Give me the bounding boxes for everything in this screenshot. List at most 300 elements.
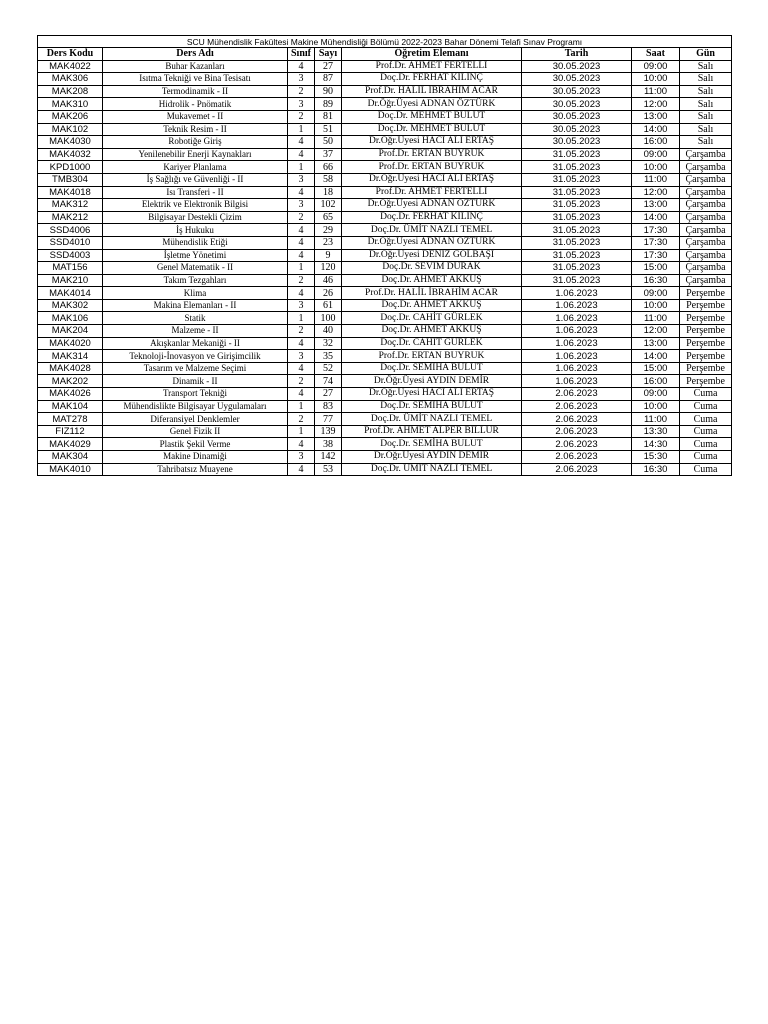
cell-instructor: Doç.Dr. CAHİT GÜRLEK: [342, 337, 522, 350]
cell-course-name: Yenilenebilir Enerji Kaynakları: [103, 148, 288, 161]
cell-instructor: Prof.Dr. AHMET ALPER BILLUR: [342, 425, 522, 438]
cell-course-name: Mühendislikte Bilgisayar Uygulamaları: [103, 400, 288, 413]
cell-date: 1.06.2023: [522, 350, 632, 363]
table-row: [38, 337, 732, 350]
cell-day: Çarşamba: [680, 148, 732, 161]
cell-day: Salı: [680, 60, 732, 73]
cell-instructor: Doç.Dr. MEHMET BULUT: [342, 110, 522, 123]
cell-count: 50: [315, 136, 342, 149]
cell-date: 30.05.2023: [522, 85, 632, 98]
cell-instructor: Dr.Öğr.Üyesi ADNAN ÖZTÜRK: [342, 236, 522, 249]
cell-course-name: Genel Fizik II: [103, 425, 288, 438]
cell-course-name: Termodinamik - II: [103, 85, 288, 98]
cell-instructor: Doç.Dr. SEMİHA BULUT: [342, 400, 522, 413]
header-day: Gün: [680, 48, 732, 61]
cell-day: Cuma: [680, 425, 732, 438]
cell-date: 2.06.2023: [522, 463, 632, 476]
cell-class: 4: [288, 249, 315, 262]
cell-count: 37: [315, 148, 342, 161]
table-row: [38, 85, 732, 98]
cell-time: 09:00: [632, 60, 680, 73]
cell-day: Perşembe: [680, 362, 732, 375]
cell-time: 09:00: [632, 287, 680, 300]
cell-instructor: Prof.Dr. ERTAN BUYRUK: [342, 148, 522, 161]
cell-instructor: Dr.Öğr.Üyesi HACI ALİ ERTAŞ: [342, 173, 522, 186]
table-title: SCU Mühendislik Fakültesi Makine Mühendisliği Bölümü 2022-2023 Bahar Dönemi Telafi Sınav Programı: [38, 36, 732, 48]
cell-date: 2.06.2023: [522, 413, 632, 426]
cell-day: Cuma: [680, 400, 732, 413]
cell-instructor: Doç.Dr. FERHAT KILINÇ: [342, 211, 522, 224]
cell-course-name: Statik: [103, 312, 288, 325]
cell-course-code: MAT156: [38, 262, 103, 275]
cell-time: 13:00: [632, 199, 680, 212]
cell-day: Çarşamba: [680, 199, 732, 212]
cell-date: 2.06.2023: [522, 400, 632, 413]
cell-course-name: İşletme Yönetimi: [103, 249, 288, 262]
cell-day: Çarşamba: [680, 249, 732, 262]
cell-course-code: MAK310: [38, 98, 103, 111]
cell-course-code: MAK208: [38, 85, 103, 98]
table-row: [38, 299, 732, 312]
table-row: [38, 136, 732, 149]
cell-count: 89: [315, 98, 342, 111]
cell-time: 16:00: [632, 136, 680, 149]
cell-day: Perşembe: [680, 312, 732, 325]
cell-course-code: MAK212: [38, 211, 103, 224]
cell-day: Çarşamba: [680, 236, 732, 249]
header-row: [38, 48, 732, 61]
cell-time: 09:00: [632, 148, 680, 161]
cell-date: 2.06.2023: [522, 388, 632, 401]
cell-course-name: Kariyer Planlama: [103, 161, 288, 174]
cell-day: Çarşamba: [680, 211, 732, 224]
table-row: [38, 224, 732, 237]
cell-time: 10:00: [632, 400, 680, 413]
table-row: [38, 287, 732, 300]
table-row: [38, 451, 732, 464]
cell-time: 15:00: [632, 362, 680, 375]
cell-date: 31.05.2023: [522, 161, 632, 174]
header-course-code: Ders Kodu: [38, 48, 103, 61]
cell-course-code: FIZ112: [38, 425, 103, 438]
cell-time: 17:30: [632, 224, 680, 237]
cell-time: 15:00: [632, 262, 680, 275]
cell-class: 2: [288, 413, 315, 426]
cell-class: 2: [288, 375, 315, 388]
cell-count: 26: [315, 287, 342, 300]
cell-class: 2: [288, 110, 315, 123]
cell-class: 2: [288, 211, 315, 224]
cell-course-code: MAK4032: [38, 148, 103, 161]
cell-day: Perşembe: [680, 325, 732, 338]
table-row: [38, 325, 732, 338]
cell-class: 4: [288, 438, 315, 451]
cell-course-name: Klima: [103, 287, 288, 300]
cell-time: 13:30: [632, 425, 680, 438]
cell-time: 14:00: [632, 211, 680, 224]
cell-day: Çarşamba: [680, 161, 732, 174]
cell-day: Salı: [680, 73, 732, 86]
cell-instructor: Doç.Dr. SEMİHA BULUT: [342, 362, 522, 375]
cell-course-code: KPD1000: [38, 161, 103, 174]
cell-course-code: MAK202: [38, 375, 103, 388]
cell-date: 1.06.2023: [522, 299, 632, 312]
cell-day: Perşembe: [680, 287, 732, 300]
cell-course-code: MAK106: [38, 312, 103, 325]
table-row: [38, 438, 732, 451]
cell-course-code: SSD4006: [38, 224, 103, 237]
cell-course-code: MAK104: [38, 400, 103, 413]
cell-date: 31.05.2023: [522, 262, 632, 275]
cell-instructor: Prof.Dr. AHMET FERTELLİ: [342, 186, 522, 199]
table-row: [38, 413, 732, 426]
cell-date: 31.05.2023: [522, 274, 632, 287]
cell-day: Perşembe: [680, 337, 732, 350]
cell-count: 58: [315, 173, 342, 186]
cell-class: 1: [288, 425, 315, 438]
cell-instructor: Prof.Dr. HALİL İBRAHİM ACAR: [342, 85, 522, 98]
cell-course-code: MAK4029: [38, 438, 103, 451]
cell-course-name: Robotiğe Giriş: [103, 136, 288, 149]
cell-date: 1.06.2023: [522, 375, 632, 388]
cell-count: 81: [315, 110, 342, 123]
header-time: Saat: [632, 48, 680, 61]
cell-date: 31.05.2023: [522, 236, 632, 249]
cell-date: 30.05.2023: [522, 110, 632, 123]
cell-course-code: MAK4010: [38, 463, 103, 476]
table-row: [38, 161, 732, 174]
table-row: [38, 148, 732, 161]
cell-course-name: İş Hukuku: [103, 224, 288, 237]
table-row: [38, 211, 732, 224]
cell-instructor: Dr.Öğr.Üyesi AYDIN DEMİR: [342, 375, 522, 388]
cell-course-name: Plastik Şekil Verme: [103, 438, 288, 451]
cell-course-code: SSD4003: [38, 249, 103, 262]
cell-date: 30.05.2023: [522, 73, 632, 86]
cell-course-name: Tahribatsız Muayene: [103, 463, 288, 476]
cell-instructor: Prof.Dr. HALİL İBRAHİM ACAR: [342, 287, 522, 300]
cell-count: 27: [315, 388, 342, 401]
cell-time: 11:00: [632, 173, 680, 186]
table-body: [38, 60, 732, 476]
header-course-name: Ders Adı: [103, 48, 288, 61]
cell-day: Cuma: [680, 463, 732, 476]
cell-course-name: Hidrolik - Pnömatik: [103, 98, 288, 111]
table-row: [38, 274, 732, 287]
cell-time: 12:00: [632, 325, 680, 338]
cell-instructor: Dr.Öğr.Üyesi HACI ALİ ERTAŞ: [342, 136, 522, 149]
cell-course-code: MAK314: [38, 350, 103, 363]
cell-class: 4: [288, 148, 315, 161]
table-row: [38, 60, 732, 73]
cell-course-name: Makina Elemanları - II: [103, 299, 288, 312]
table-row: [38, 98, 732, 111]
cell-time: 15:30: [632, 451, 680, 464]
cell-course-name: Genel Matematik - II: [103, 262, 288, 275]
table-row: [38, 425, 732, 438]
cell-course-name: Bilgisayar Destekli Çizim: [103, 211, 288, 224]
cell-class: 1: [288, 400, 315, 413]
cell-class: 4: [288, 60, 315, 73]
cell-date: 1.06.2023: [522, 312, 632, 325]
table-row: [38, 236, 732, 249]
cell-course-name: Makine Dinamiği: [103, 451, 288, 464]
cell-class: 3: [288, 350, 315, 363]
cell-course-name: Isı Transferi - II: [103, 186, 288, 199]
cell-course-code: MAK306: [38, 73, 103, 86]
cell-count: 46: [315, 274, 342, 287]
cell-course-name: Tasarım ve Malzeme Seçimi: [103, 362, 288, 375]
cell-course-name: Teknik Resim - II: [103, 123, 288, 136]
table-row: [38, 312, 732, 325]
cell-count: 51: [315, 123, 342, 136]
cell-instructor: Prof.Dr. ERTAN BUYRUK: [342, 350, 522, 363]
cell-time: 16:00: [632, 375, 680, 388]
cell-date: 1.06.2023: [522, 287, 632, 300]
table-row: [38, 463, 732, 476]
cell-course-code: SSD4010: [38, 236, 103, 249]
cell-date: 31.05.2023: [522, 186, 632, 199]
cell-count: 27: [315, 60, 342, 73]
cell-course-name: İş Sağlığı ve Güvenliği - II: [103, 173, 288, 186]
cell-instructor: Doç.Dr. ÜMİT NAZLI TEMEL: [342, 413, 522, 426]
cell-time: 17:30: [632, 249, 680, 262]
cell-class: 4: [288, 236, 315, 249]
cell-date: 31.05.2023: [522, 148, 632, 161]
cell-instructor: Doç.Dr. ÜMİT NAZLI TEMEL: [342, 463, 522, 476]
cell-day: Çarşamba: [680, 173, 732, 186]
cell-class: 3: [288, 451, 315, 464]
cell-day: Çarşamba: [680, 186, 732, 199]
cell-date: 31.05.2023: [522, 211, 632, 224]
cell-time: 10:00: [632, 73, 680, 86]
cell-class: 4: [288, 463, 315, 476]
cell-course-name: Buhar Kazanları: [103, 60, 288, 73]
cell-count: 139: [315, 425, 342, 438]
cell-course-code: MAK4026: [38, 388, 103, 401]
cell-day: Salı: [680, 136, 732, 149]
cell-count: 102: [315, 199, 342, 212]
cell-date: 30.05.2023: [522, 123, 632, 136]
cell-count: 65: [315, 211, 342, 224]
cell-time: 11:00: [632, 312, 680, 325]
cell-instructor: Dr.Öğr.Üyesi ADNAN ÖZTÜRK: [342, 199, 522, 212]
cell-class: 2: [288, 274, 315, 287]
cell-class: 2: [288, 325, 315, 338]
cell-time: 11:00: [632, 413, 680, 426]
cell-date: 31.05.2023: [522, 249, 632, 262]
cell-class: 4: [288, 362, 315, 375]
cell-day: Cuma: [680, 438, 732, 451]
cell-count: 74: [315, 375, 342, 388]
cell-course-code: MAK302: [38, 299, 103, 312]
cell-time: 10:00: [632, 299, 680, 312]
cell-instructor: Doç.Dr. SEMİHA BULUT: [342, 438, 522, 451]
cell-instructor: Doç.Dr. FERHAT KILINÇ: [342, 73, 522, 86]
cell-course-code: MAK204: [38, 325, 103, 338]
cell-count: 77: [315, 413, 342, 426]
cell-count: 83: [315, 400, 342, 413]
cell-instructor: Doç.Dr. MEHMET BULUT: [342, 123, 522, 136]
table-row: [38, 73, 732, 86]
cell-day: Çarşamba: [680, 262, 732, 275]
cell-count: 61: [315, 299, 342, 312]
cell-count: 23: [315, 236, 342, 249]
table-row: [38, 400, 732, 413]
cell-day: Çarşamba: [680, 224, 732, 237]
cell-class: 3: [288, 199, 315, 212]
cell-instructor: Doç.Dr. SEVİM DURAK: [342, 262, 522, 275]
cell-date: 30.05.2023: [522, 98, 632, 111]
table-row: [38, 199, 732, 212]
header-date: Tarih: [522, 48, 632, 61]
cell-course-name: Isıtma Tekniği ve Bina Tesisatı: [103, 73, 288, 86]
cell-count: 29: [315, 224, 342, 237]
cell-date: 31.05.2023: [522, 199, 632, 212]
cell-instructor: Doç.Dr. AHMET AKKUŞ: [342, 299, 522, 312]
table-row: [38, 362, 732, 375]
table-row: [38, 249, 732, 262]
cell-count: 53: [315, 463, 342, 476]
cell-date: 31.05.2023: [522, 224, 632, 237]
cell-day: Çarşamba: [680, 274, 732, 287]
cell-day: Cuma: [680, 413, 732, 426]
cell-class: 1: [288, 161, 315, 174]
cell-time: 09:00: [632, 388, 680, 401]
cell-date: 30.05.2023: [522, 136, 632, 149]
cell-instructor: Dr.Öğr.Üyesi ADNAN ÖZTÜRK: [342, 98, 522, 111]
cell-instructor: Doç.Dr. CAHİT GÜRLEK: [342, 312, 522, 325]
cell-day: Cuma: [680, 451, 732, 464]
cell-count: 142: [315, 451, 342, 464]
cell-count: 87: [315, 73, 342, 86]
cell-instructor: Doç.Dr. AHMET AKKUŞ: [342, 325, 522, 338]
table-row: [38, 375, 732, 388]
table-row: [38, 350, 732, 363]
cell-count: 40: [315, 325, 342, 338]
cell-time: 14:00: [632, 350, 680, 363]
cell-course-name: Mukavemet - II: [103, 110, 288, 123]
cell-time: 11:00: [632, 85, 680, 98]
cell-course-code: MAK102: [38, 123, 103, 136]
cell-day: Cuma: [680, 388, 732, 401]
cell-count: 38: [315, 438, 342, 451]
title-row: [38, 36, 732, 48]
table-row: [38, 173, 732, 186]
cell-day: Salı: [680, 85, 732, 98]
cell-course-name: Akışkanlar Mekaniği - II: [103, 337, 288, 350]
cell-date: 2.06.2023: [522, 438, 632, 451]
header-instructor: Öğretim Elemanı: [342, 48, 522, 61]
cell-course-code: MAK4028: [38, 362, 103, 375]
cell-class: 3: [288, 98, 315, 111]
cell-day: Perşembe: [680, 350, 732, 363]
exam-schedule-table: [37, 35, 732, 476]
cell-course-code: MAT278: [38, 413, 103, 426]
cell-class: 2: [288, 85, 315, 98]
cell-time: 16:30: [632, 463, 680, 476]
cell-time: 16:30: [632, 274, 680, 287]
cell-instructor: Doç.Dr. ÜMİT NAZLI TEMEL: [342, 224, 522, 237]
cell-time: 12:00: [632, 186, 680, 199]
cell-instructor: Prof.Dr. AHMET FERTELLİ: [342, 60, 522, 73]
cell-course-name: Dinamik - II: [103, 375, 288, 388]
cell-class: 4: [288, 186, 315, 199]
cell-count: 52: [315, 362, 342, 375]
header-count: Sayı: [315, 48, 342, 61]
cell-class: 4: [288, 388, 315, 401]
cell-course-code: TMB304: [38, 173, 103, 186]
cell-instructor: Dr.Öğr.Üyesi HACI ALİ ERTAŞ: [342, 388, 522, 401]
cell-course-code: MAK206: [38, 110, 103, 123]
cell-class: 1: [288, 262, 315, 275]
cell-course-code: MAK304: [38, 451, 103, 464]
cell-day: Perşembe: [680, 375, 732, 388]
cell-date: 1.06.2023: [522, 337, 632, 350]
cell-class: 3: [288, 299, 315, 312]
cell-course-code: MAK4018: [38, 186, 103, 199]
cell-count: 35: [315, 350, 342, 363]
cell-course-name: Elektrik ve Elektronik Bilgisi: [103, 199, 288, 212]
cell-time: 13:00: [632, 337, 680, 350]
cell-course-name: Mühendislik Etiği: [103, 236, 288, 249]
schedule-sheet: [37, 35, 731, 476]
cell-course-code: MAK4014: [38, 287, 103, 300]
cell-day: Salı: [680, 123, 732, 136]
cell-date: 2.06.2023: [522, 425, 632, 438]
cell-class: 3: [288, 173, 315, 186]
cell-day: Salı: [680, 98, 732, 111]
cell-day: Salı: [680, 110, 732, 123]
cell-date: 1.06.2023: [522, 325, 632, 338]
cell-course-code: MAK4030: [38, 136, 103, 149]
cell-instructor: Dr.Öğr.Üyesi AYDIN DEMİR: [342, 451, 522, 464]
cell-time: 14:00: [632, 123, 680, 136]
cell-class: 4: [288, 287, 315, 300]
cell-course-name: Takım Tezgahları: [103, 274, 288, 287]
table-row: [38, 110, 732, 123]
cell-time: 13:00: [632, 110, 680, 123]
cell-course-code: MAK210: [38, 274, 103, 287]
cell-count: 100: [315, 312, 342, 325]
cell-instructor: Prof.Dr. ERTAN BUYRUK: [342, 161, 522, 174]
cell-count: 90: [315, 85, 342, 98]
cell-course-name: Malzeme - II: [103, 325, 288, 338]
cell-time: 17:30: [632, 236, 680, 249]
table-row: [38, 262, 732, 275]
cell-class: 4: [288, 136, 315, 149]
cell-date: 31.05.2023: [522, 173, 632, 186]
cell-class: 1: [288, 123, 315, 136]
cell-course-name: Transport Tekniği: [103, 388, 288, 401]
cell-date: 30.05.2023: [522, 60, 632, 73]
cell-course-code: MAK4022: [38, 60, 103, 73]
cell-count: 32: [315, 337, 342, 350]
table-row: [38, 186, 732, 199]
cell-count: 120: [315, 262, 342, 275]
cell-class: 4: [288, 337, 315, 350]
cell-instructor: Dr.Öğr.Üyesi DENİZ GÖLBAŞI: [342, 249, 522, 262]
cell-count: 9: [315, 249, 342, 262]
cell-day: Perşembe: [680, 299, 732, 312]
cell-instructor: Doç.Dr. AHMET AKKUŞ: [342, 274, 522, 287]
cell-date: 2.06.2023: [522, 451, 632, 464]
cell-class: 1: [288, 312, 315, 325]
cell-class: 4: [288, 224, 315, 237]
cell-time: 10:00: [632, 161, 680, 174]
cell-course-code: MAK312: [38, 199, 103, 212]
cell-time: 14:30: [632, 438, 680, 451]
